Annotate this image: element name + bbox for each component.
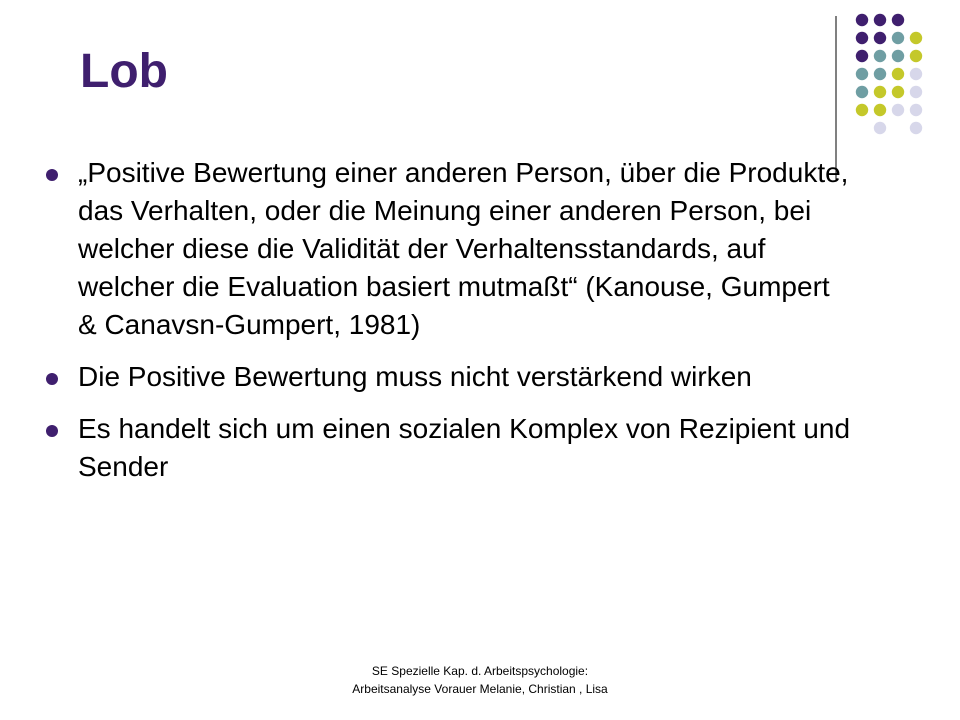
- decor-dot-lavender: [910, 122, 922, 134]
- decor-dot-lavender: [910, 86, 922, 98]
- decor-dot-lavender: [910, 104, 922, 116]
- decor-dot-purple: [874, 14, 886, 26]
- bullet-dot-icon: [46, 373, 58, 385]
- decor-dot-teal: [874, 50, 886, 62]
- decor-dot-lavender: [910, 68, 922, 80]
- decor-dot-purple: [856, 50, 868, 62]
- bullet-dot-icon: [46, 425, 58, 437]
- decor-dot-teal: [892, 32, 904, 44]
- decor-dot-purple: [874, 32, 886, 44]
- slide-footer: SE Spezielle Kap. d. Arbeitspsychologie: Arbeitsanalyse Vorauer Melanie, Christian , Lisa: [352, 664, 608, 696]
- decor-dot-yellow: [874, 86, 886, 98]
- bullet-text: Die Positive Bewertung muss nicht verstärkend wirken: [78, 361, 752, 392]
- dot-grid: [856, 14, 922, 134]
- slide-title: Lob: [80, 45, 168, 98]
- decor-dot-yellow: [874, 104, 886, 116]
- decor-dot-teal: [892, 50, 904, 62]
- bullet-dot-icon: [46, 169, 58, 181]
- decor-dot-teal: [856, 68, 868, 80]
- decor-dot-yellow: [856, 104, 868, 116]
- decor-dot-yellow: [910, 50, 922, 62]
- decor-dot-teal: [856, 86, 868, 98]
- bullet-list: [30, 154, 850, 500]
- decor-dot-purple: [856, 32, 868, 44]
- bullet-text: Es handelt sich um einen sozialen Komplex von Rezipient und Sender: [78, 413, 851, 482]
- bullet-text: „Positive Bewertung einer anderen Person, über die Produkte, das Verhalten, oder die Meinung einer anderen Person, bei welcher diese die Validität der Verhaltensstandards, auf welcher die Evaluation basiert mutmaßt“ (Kanouse, Gumpert & Canavsn-Gumpert, 1981): [78, 157, 849, 340]
- decor-dot-purple: [856, 14, 868, 26]
- bullet-item: [30, 410, 850, 486]
- decor-dot-teal: [874, 68, 886, 80]
- decor-dot-lavender: [892, 104, 904, 116]
- decor-dot-yellow: [892, 68, 904, 80]
- decor-dot-yellow: [910, 32, 922, 44]
- decor-dot-purple: [892, 14, 904, 26]
- decor-dot-yellow: [892, 86, 904, 98]
- decor-dot-lavender: [874, 122, 886, 134]
- bullet-item: [30, 154, 850, 344]
- bullet-item: [30, 358, 850, 396]
